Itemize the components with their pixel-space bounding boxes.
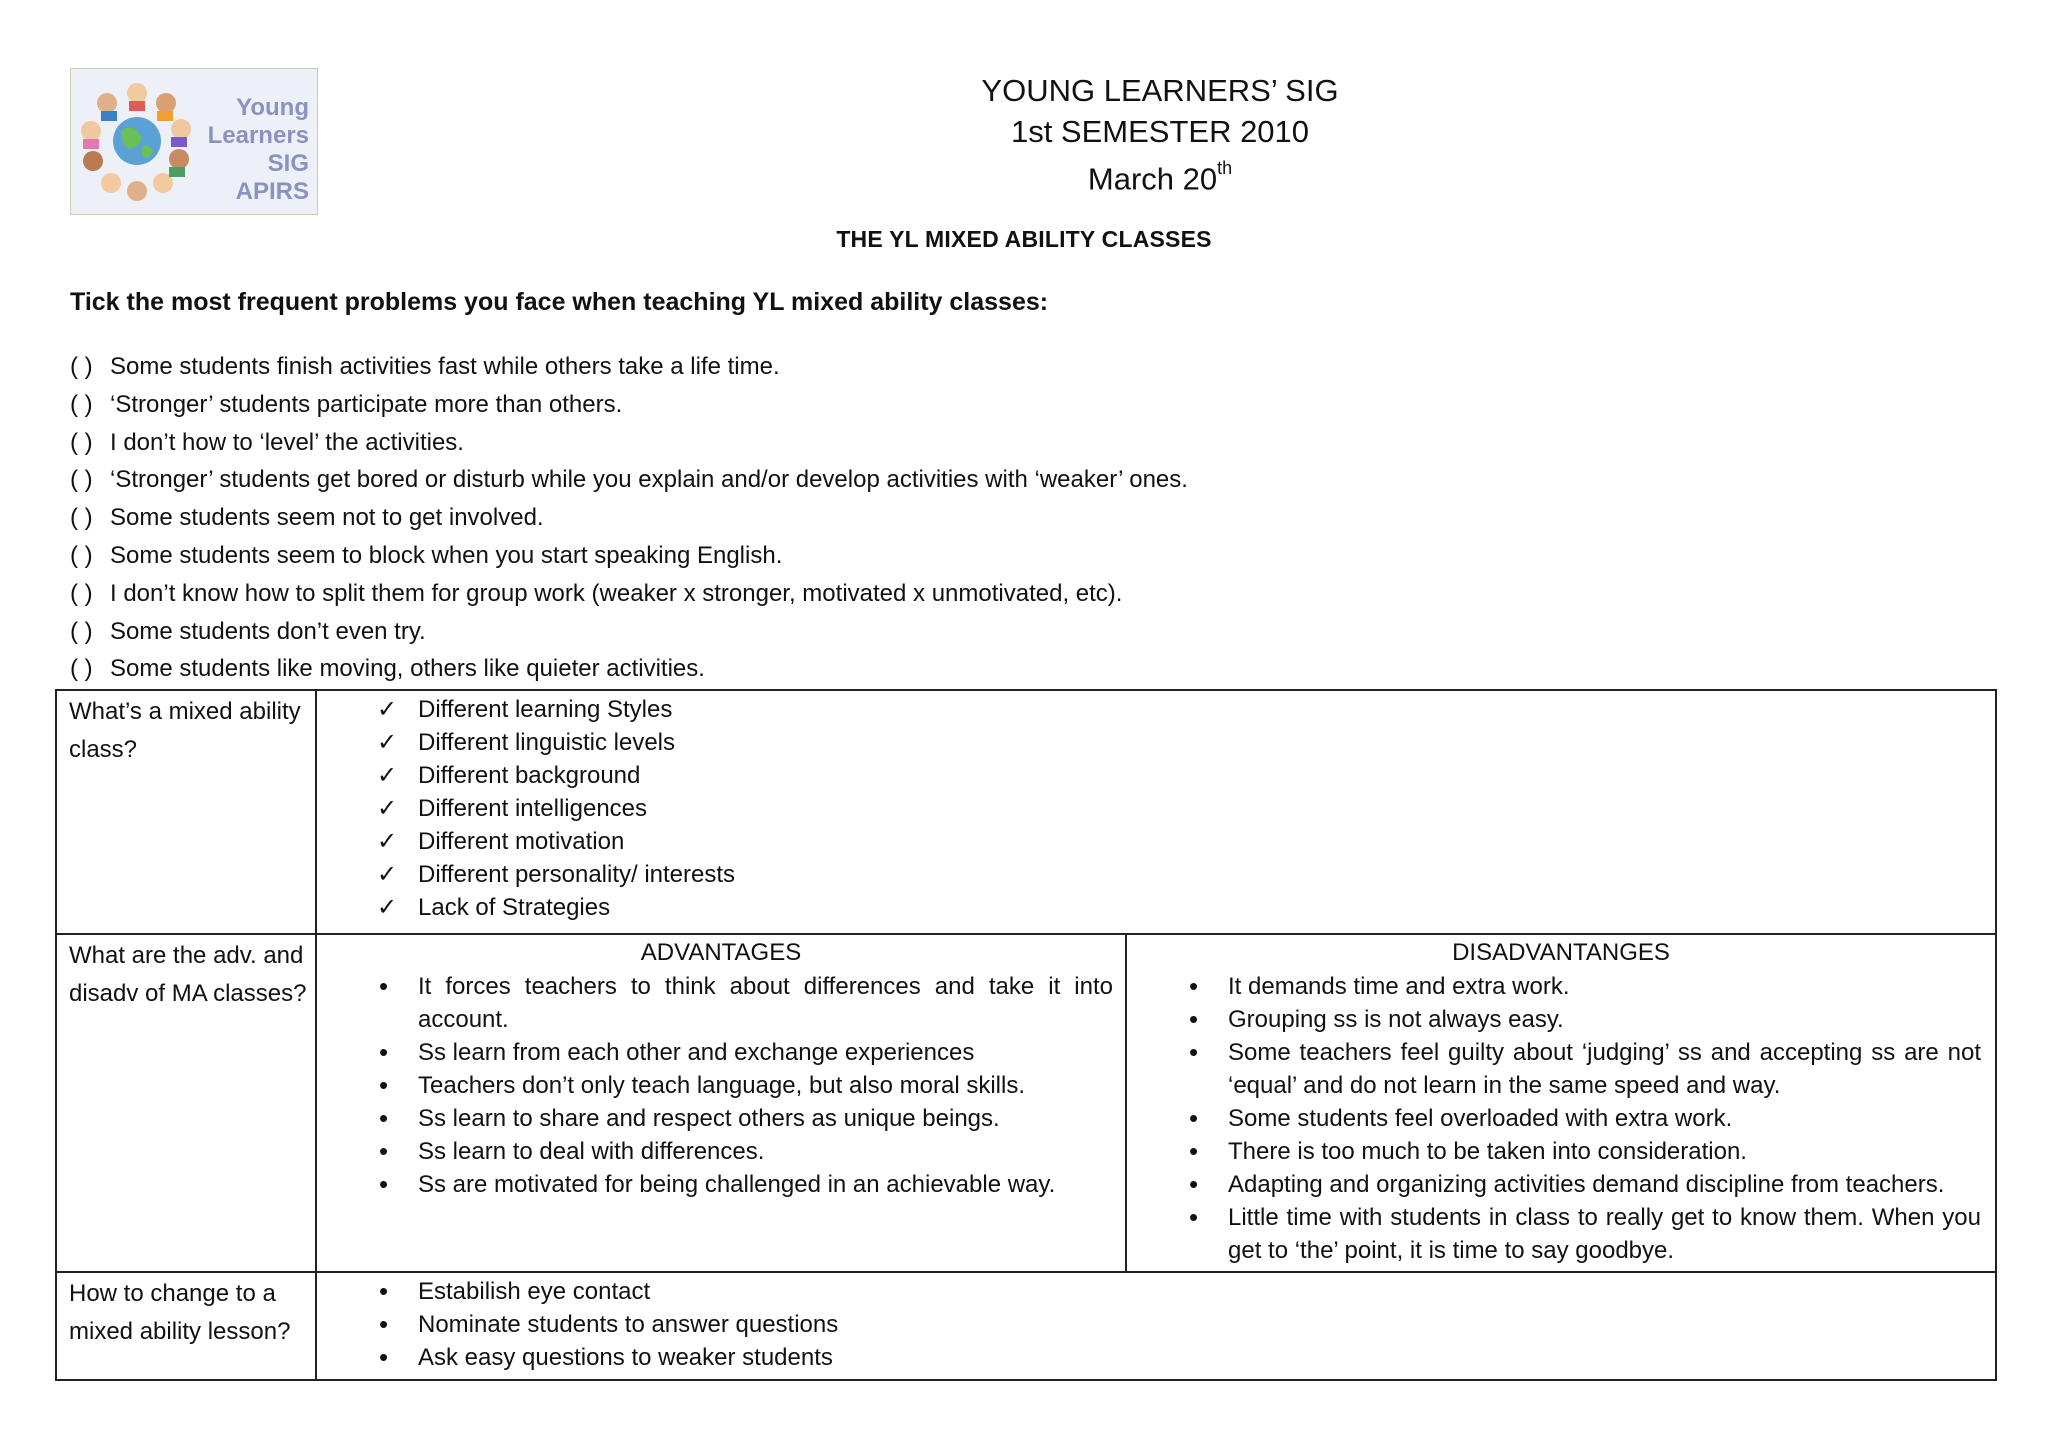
logo-text-line-1: Young (236, 94, 309, 121)
checklist-item-label: Some students finish activities fast while others take a life time. (110, 353, 780, 380)
bullet-icon: • (379, 1309, 389, 1339)
list-item (317, 792, 1995, 825)
list-item (1127, 970, 1995, 1003)
mixed-ability-table (55, 689, 1997, 1381)
checkmark-icon: ✓ (377, 795, 398, 822)
advantages-list (317, 970, 1125, 1201)
list-item-text: Ask easy questions to weaker students (418, 1344, 833, 1371)
list-item-text: Different linguistic levels (418, 729, 676, 756)
list-item-text: Estabilish eye contact (418, 1278, 651, 1305)
list-item (317, 970, 1125, 1036)
list-item-text: Different intelligences (418, 795, 648, 822)
list-item (317, 1275, 1995, 1308)
table-row-how-to-change (56, 1272, 1996, 1380)
bullet-icon: • (379, 1070, 389, 1100)
list-item (317, 858, 1995, 891)
bullet-icon: • (1189, 1004, 1199, 1034)
checklist-item[interactable] (70, 461, 1188, 499)
list-item-text: Teachers don’t only teach language, but also moral skills. (418, 1072, 1026, 1099)
checkmark-icon: ✓ (377, 762, 398, 789)
checklist-item[interactable] (70, 613, 1188, 651)
header-date-suffix: th (1217, 158, 1233, 178)
list-item-text: Ss are motivated for being challenged in an achievable way. (418, 1171, 1056, 1198)
bullet-icon: • (379, 1276, 389, 1306)
list-item (317, 825, 1995, 858)
checklist-item-label: Some students don’t even try. (110, 617, 426, 645)
checklist-item-label: ‘Stronger’ students participate more than others. (110, 390, 623, 418)
bullet-icon: • (1189, 971, 1199, 1001)
checkmark-icon: ✓ (377, 861, 398, 888)
list-item-text: Ss learn to share and respect others as unique beings. (418, 1105, 1000, 1132)
bullet-icon: • (1189, 1169, 1199, 1199)
logo-text-line-2: Learners (207, 122, 309, 149)
disadvantages-heading: DISADVANTANGES (1452, 939, 1670, 966)
tick-box[interactable]: ( ) (70, 504, 93, 532)
list-item (1127, 1036, 1995, 1102)
answer-cell (316, 690, 1996, 934)
list-item-text: There is too much to be taken into consideration. (1228, 1138, 1747, 1165)
list-item-text: Ss learn from each other and exchange experiences (418, 1039, 975, 1066)
checklist-item-label: Some students like moving, others like quieter activities. (110, 655, 705, 683)
list-item (1127, 1201, 1995, 1267)
table-row-pros-cons (56, 934, 1996, 1272)
list-item-text: Adapting and organizing activities demand discipline from teachers. (1228, 1171, 1945, 1198)
logo-text-line-4: APIRS (235, 178, 309, 205)
bullet-icon: • (379, 1342, 389, 1372)
advantages-heading: ADVANTAGES (640, 939, 802, 966)
list-item-text: Different personality/ interests (418, 861, 736, 888)
instructions: Tick the most frequent problems you face when teaching YL mixed ability classes: (70, 288, 1049, 316)
list-item (1127, 1003, 1995, 1036)
list-item (1127, 1168, 1995, 1201)
tick-box[interactable]: ( ) (70, 579, 93, 607)
list-item-text: Ss learn to deal with differences. (418, 1138, 765, 1165)
logo-text-line-3: SIG (267, 150, 309, 177)
tick-box[interactable]: ( ) (70, 617, 93, 645)
list-item-text: Some teachers feel guilty about ‘judging’ ss and accepting ss are not ‘equal’ and do not learn in the same speed and way. (1228, 1039, 1981, 1099)
list-item-text: Little time with students in class to really get to know them. When you get to ‘the’ point, it is time to say goodbye. (1228, 1204, 1981, 1264)
checkmark-icon: ✓ (377, 894, 398, 921)
advantages-cell (316, 934, 1126, 1272)
list-item-text: Different learning Styles (418, 696, 673, 723)
list-item-text: Lack of Strategies (418, 894, 611, 921)
checklist-item[interactable] (70, 499, 1188, 537)
header-line-1: YOUNG LEARNERS’ SIG (981, 73, 1339, 108)
list-item (317, 759, 1995, 792)
checklist-item-label: Some students seem to block when you start speaking English. (110, 541, 783, 569)
list-item (317, 1069, 1125, 1102)
checkmark-icon: ✓ (377, 828, 398, 855)
bullet-icon: • (379, 971, 389, 1001)
checklist-item[interactable] (70, 575, 1188, 613)
checklist-item-label: I don’t know how to split them for group work (weaker x stronger, motivated x unmotivated, etc). (110, 579, 1123, 607)
bullet-icon: • (379, 1136, 389, 1166)
list-item (317, 1308, 1995, 1341)
list-item (317, 693, 1995, 726)
checklist-item[interactable] (70, 650, 1188, 688)
problem-checklist (70, 348, 1188, 688)
list-item (317, 1102, 1125, 1135)
header-date (700, 152, 1620, 199)
checklist-item-label: Some students seem not to get involved. (110, 504, 544, 532)
disadvantages-cell (1126, 934, 1996, 1272)
bullet-icon: • (1189, 1103, 1199, 1133)
list-item (1127, 1102, 1995, 1135)
tick-box[interactable]: ( ) (70, 541, 93, 569)
list-item (317, 1341, 1995, 1374)
checklist-item[interactable] (70, 537, 1188, 575)
tick-box[interactable]: ( ) (70, 390, 93, 418)
list-item (317, 726, 1995, 759)
header-date-main: March 20 (1087, 161, 1218, 197)
bullet-icon: • (379, 1169, 389, 1199)
list-item (317, 891, 1995, 924)
checklist-item-label: ‘Stronger’ students get bored or disturb while you explain and/or develop activities with ‘weaker’ ones. (110, 466, 1188, 494)
strategies-list (317, 1275, 1995, 1374)
list-item-text: Different background (418, 762, 641, 789)
list-item-text: It demands time and extra work. (1228, 973, 1570, 1000)
checklist-item[interactable] (70, 386, 1188, 424)
bullet-icon: • (1189, 1037, 1199, 1067)
question-cell: What are the adv. and disadv of MA classes? (56, 934, 316, 1272)
list-item-text: Nominate students to answer questions (418, 1311, 839, 1338)
document-header (700, 70, 1620, 199)
definition-list (317, 691, 1995, 924)
list-item (1127, 1135, 1995, 1168)
checklist-item[interactable] (70, 348, 1188, 386)
header-line-2: 1st SEMESTER 2010 (1010, 114, 1310, 149)
checkmark-icon: ✓ (377, 696, 398, 723)
list-item-text: Some students feel overloaded with extra work. (1228, 1105, 1733, 1132)
list-item (317, 1135, 1125, 1168)
question-cell: What’s a mixed ability class? (56, 690, 316, 934)
checklist-item[interactable] (70, 424, 1188, 462)
tick-box[interactable]: ( ) (70, 655, 93, 683)
list-item (317, 1036, 1125, 1069)
bullet-icon: • (1189, 1202, 1199, 1232)
bullet-icon: • (379, 1037, 389, 1067)
list-item-text: Grouping ss is not always easy. (1228, 1006, 1564, 1033)
document-title: THE YL MIXED ABILITY CLASSES (836, 226, 1212, 252)
tick-box[interactable]: ( ) (70, 466, 93, 494)
answer-cell (316, 1272, 1996, 1380)
disadvantages-list (1127, 970, 1995, 1267)
list-item (317, 1168, 1125, 1201)
table-row-definition (56, 690, 1996, 934)
bullet-icon: • (379, 1103, 389, 1133)
tick-box[interactable]: ( ) (70, 428, 93, 456)
tick-box[interactable]: ( ) (70, 353, 93, 380)
question-cell: How to change to a mixed ability lesson? (56, 1272, 316, 1380)
checkmark-icon: ✓ (377, 729, 398, 756)
checklist-item-label: I don’t how to ‘level’ the activities. (110, 428, 464, 456)
list-item-text: It forces teachers to think about differences and take it into account. (418, 973, 1113, 1033)
bullet-icon: • (1189, 1136, 1199, 1166)
list-item-text: Different motivation (418, 828, 625, 855)
young-learners-logo (70, 68, 318, 215)
